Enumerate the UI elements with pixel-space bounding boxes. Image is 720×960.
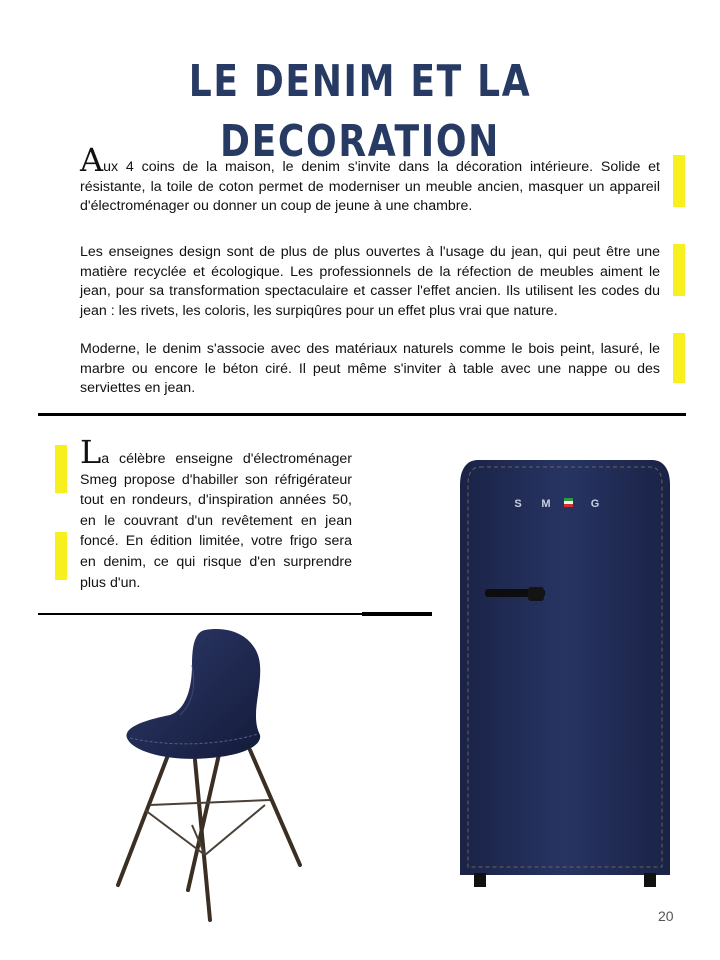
page-number: 20 bbox=[658, 908, 674, 924]
paragraph-smeg-text: a célèbre enseigne d'électroménager Smeg propose d'habiller son réfrigérateur tout en rondeurs, d'inspiration années 50, en le couvrant d'un revêtement en jean foncé. En édition limitée, votre frigo sera en denim, ce qui risque d'en surprendre plus d'un. bbox=[80, 451, 352, 591]
section-divider bbox=[38, 413, 686, 416]
fridge-brand-letter: G bbox=[590, 498, 600, 510]
paragraph-intro-text: ux 4 coins de la maison, le denim s'invite dans la décoration intérieure. Solide et résistante, la toile de coton permet de moderniser un meuble ancien, masquer un appareil d'électroménager ou donner un coup de jeune à une chambre. bbox=[80, 159, 660, 214]
denim-chair-image bbox=[100, 620, 330, 930]
accent-bar bbox=[673, 244, 685, 296]
fridge-brand-letter: S bbox=[514, 498, 522, 510]
smeg-denim-fridge-image bbox=[460, 455, 670, 890]
drop-cap: L bbox=[80, 433, 102, 471]
section-divider-accent bbox=[362, 612, 432, 616]
accent-bar bbox=[673, 155, 685, 207]
accent-bar bbox=[673, 333, 685, 383]
paragraph-design: Les enseignes design sont de plus de plus ouvertes à l'usage du jean, qui peut être une matière recyclée et écologique. Les professionnels de la réfection de meubles aiment le jean, pour sa transformation spectaculaire et casser l'effet ancien. Ils utilisent les codes du jean : les rivets, les coloris, les surpiqûres pour un effet plus vrai que nature. bbox=[80, 244, 660, 319]
drop-cap: A bbox=[80, 141, 104, 179]
page-title: LE DENIM ET LA DECORATION bbox=[188, 56, 532, 167]
paragraph-intro bbox=[80, 141, 660, 217]
paragraph-smeg bbox=[80, 433, 352, 593]
paragraph-materials: Moderne, le denim s'associe avec des matériaux naturels comme le bois peint, lasuré, le marbre ou encore le béton ciré. Il peut même s'inviter à table avec une nappe ou des serviettes en jean. bbox=[80, 341, 660, 396]
accent-bar bbox=[55, 532, 67, 580]
fridge-brand-e-flag bbox=[564, 498, 573, 507]
accent-bar bbox=[55, 445, 67, 493]
fridge-brand-letter: M bbox=[541, 498, 551, 510]
